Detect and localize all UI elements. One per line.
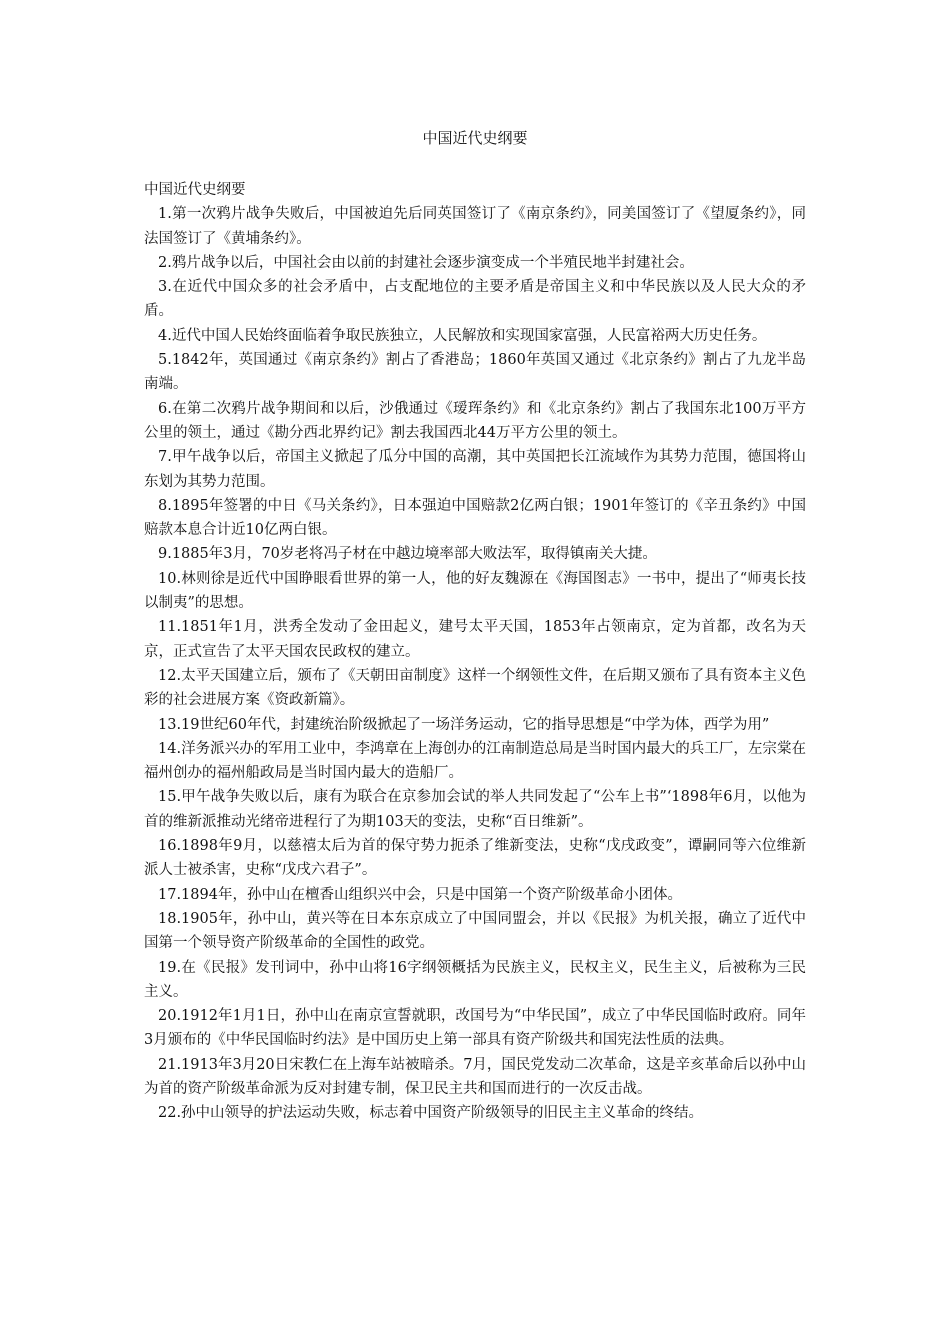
- list-item: 2.鸦片战争以后，中国社会由以前的封建社会逐步演变成一个半殖民地半封建社会。: [158, 254, 694, 271]
- list-item: 22.孙中山领导的护法运动失败，标志着中国资产阶级领导的旧民主主义革命的终结。: [158, 1105, 704, 1122]
- list-item: 15.甲午战争失败以后，康有为联合在京参加会试的举人共同发起了“公车上书”‘1898年6月，以他为首的维新派推动光绪帝进程行了为期103天的变法，史称“百日维新”。: [144, 789, 806, 830]
- list-item: 11.1851年1月，洪秀全发动了金田起义，建号太平天国，1853年占领南京，定为首都，改名为天京，正式宣告了太平天国农民政权的建立。: [144, 619, 806, 660]
- list-item: 8.1895年签署的中日《马关条约》，日本强迫中国赔款2亿两白银；1901年签订的《辛丑条约》中国赔款本息合计近10亿两白银。: [144, 497, 806, 539]
- list-item: 12.太平天国建立后，颁布了《天朝田亩制度》这样一个纲领性文件，在后期又颁布了具有资本主义色彩的社会进展方案《资政新篇》。: [144, 667, 806, 709]
- list-item: 1.第一次鸦片战争失败后，中国被迫先后同英国签订了《南京条约》，同美国签订了《望厦条约》，同法国签订了《黄埔条约》。: [144, 206, 806, 247]
- list-item: 20.1912年1月1日，孙中山在南京宣誓就职，改国号为“中华民国”，成立了中华民国临时政府。同年3月颁布的《中华民国临时约法》是中国历史上第一部具有资产阶级共和国宪法性质的法典。: [144, 1008, 806, 1049]
- list-item: 7.甲午战争以后，帝国主义掀起了瓜分中国的高潮，其中英国把长江流域作为其势力范围，德国将山东划为其势力范围。: [144, 449, 806, 490]
- list-item: 17.1894年，孙中山在檀香山组织兴中会，只是中国第一个资产阶级革命小团体。: [158, 886, 682, 903]
- list-item: 6.在第二次鸦片战争期间和以后，沙俄通过《瑷珲条约》和《北京条约》割占了我国东北100万平方公里的领土，通过《勘分西北界约记》割去我国西北44万平方公里的领土。: [144, 400, 806, 441]
- list-item: 16.1898年9月，以慈禧太后为首的保守势力扼杀了维新变法，史称“戊戌政变”，谭嗣同等六位维新派人士被杀害，史称“戊戌六君子”。: [144, 838, 806, 879]
- list-item: 4.近代中国人民始终面临着争取民族独立，人民解放和实现国家富强，人民富裕两大历史任务。: [158, 327, 767, 344]
- list-item: 21.1913年3月20日宋教仁在上海车站被暗杀。7月，国民党发动二次革命，这是辛亥革命后以孙中山为首的资产阶级革命派为反对封建专制，保卫民主共和国而进行的一次反击战。: [144, 1056, 806, 1097]
- list-item: 10.林则徐是近代中国睁眼看世界的第一人，他的好友魏源在《海国图志》一书中，提出了“师夷长技以制夷”的思想。: [144, 570, 806, 612]
- list-item: 3.在近代中国众多的社会矛盾中，占支配地位的主要矛盾是帝国主义和中华民族以及人民大众的矛盾。: [144, 279, 806, 320]
- document-title: 中国近代史纲要: [422, 129, 528, 147]
- document-body: [144, 178, 806, 1126]
- list-item: 9.1885年3月，70岁老将冯子材在中越边境率部大败法军，取得镇南关大捷。: [158, 546, 657, 563]
- list-item: 19.在《民报》发刊词中，孙中山将16字纲领概括为民族主义，民权主义，民生主义，后被称为三民主义。: [144, 959, 806, 1000]
- list-item: 13.19世纪60年代，封建统治阶级掀起了一场洋务运动，它的指导思想是“中学为体，西学为用”: [158, 716, 770, 733]
- list-item: 5.1842年，英国通过《南京条约》割占了香港岛；1860年英国又通过《北京条约》割占了九龙半岛南端。: [144, 352, 806, 393]
- list-item: 18.1905年，孙中山，黄兴等在日本东京成立了中国同盟会，并以《民报》为机关报，确立了近代中国第一个领导资产阶级革命的全国性的政党。: [144, 910, 806, 952]
- document-subtitle: 中国近代史纲要: [144, 182, 246, 198]
- list-item: 14.洋务派兴办的军用工业中，李鸿章在上海创办的江南制造总局是当时国内最大的兵工厂，左宗棠在福州创办的福州船政局是当时国内最大的造船厂。: [144, 740, 806, 782]
